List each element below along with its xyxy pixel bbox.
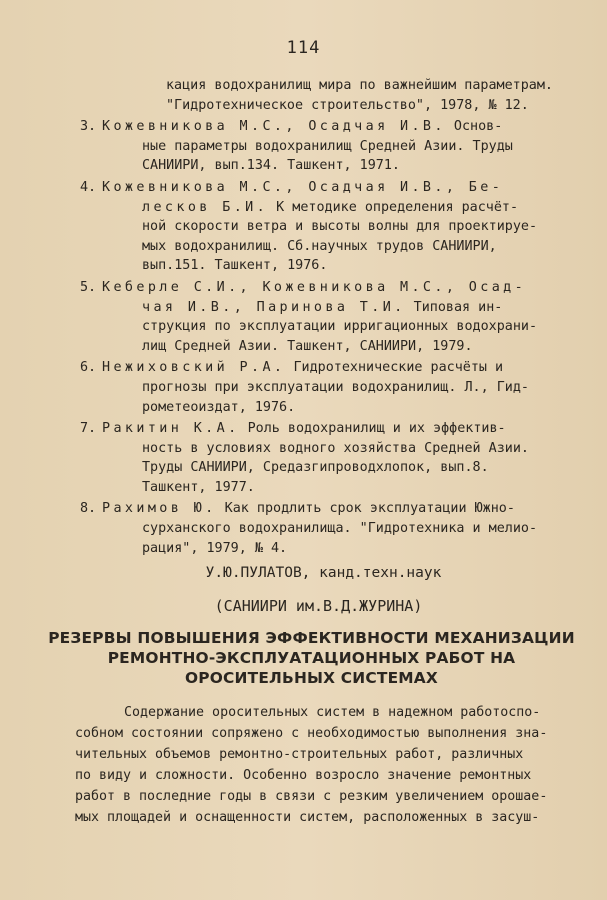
reference-text: К методике определения расчёт-	[268, 199, 519, 215]
reference-line: лищ Средней Азии. Ташкент, САНИИРИ, 1979.	[142, 338, 473, 354]
reference-line: мых водохранилищ. Сб.научных трудов САНИИРИ,	[142, 238, 497, 254]
reference-item-5	[0, 278, 607, 356]
title-line: РЕМОНТНО-ЭКСПЛУАТАЦИОННЫХ РАБОТ НА	[107, 649, 516, 667]
title-line: РЕЗЕРВЫ ПОВЫШЕНИЯ ЭФФЕКТИВНОСТИ МЕХАНИЗАЦИИ	[48, 629, 575, 647]
reference-authors: чая И.В., Паринова Т.И.	[142, 299, 406, 315]
reference-line: "Гидротехническое строительство", 1978, № 12.	[166, 97, 529, 113]
reference-authors: Рахимов Ю.	[102, 501, 217, 517]
reference-line: рация", 1979, № 4.	[142, 540, 288, 556]
reference-number: 4.	[80, 179, 97, 195]
reference-text: Типовая ин-	[405, 299, 503, 315]
reference-authors: Кожевникова М.С., Осадчая И.В.	[102, 119, 446, 135]
article-institution: (САНИИРИ им.В.Д.ЖУРИНА)	[214, 597, 423, 615]
body-line: чительных объемов ремонтно-строительных работ, различных	[75, 747, 524, 762]
reference-list	[0, 76, 607, 560]
reference-line: вып.151. Ташкент, 1976.	[142, 258, 328, 274]
reference-authors: Кожевникова М.С., Осадчая И.В., Бе-	[102, 179, 504, 195]
reference-number: 6.	[80, 360, 97, 376]
reference-line: струкция по эксплуатации ирригационных водохрани-	[142, 319, 538, 335]
body-line: по виду и сложности. Особенно возросло значение ремонтных	[75, 768, 532, 783]
reference-authors: Нежиховский Р.А.	[102, 360, 286, 376]
body-line: мых площадей и оснащенности систем, расположенных в засуш-	[75, 810, 540, 825]
reference-number: 3.	[80, 119, 97, 135]
page-number: 114	[286, 38, 321, 58]
reference-text: Гидротехнические расчёты и	[285, 360, 504, 376]
title-line: ОРОСИТЕЛЬНЫХ СИСТЕМАХ	[185, 669, 438, 687]
body-line: Содержание оросительных систем в надежном работоспо-	[124, 705, 541, 720]
reference-number: 8.	[80, 501, 97, 517]
reference-authors: Ракитин К.А.	[102, 421, 240, 437]
reference-line: САНИИРИ, вып.134. Ташкент, 1971.	[142, 158, 400, 174]
reference-line: Ташкент, 1977.	[142, 479, 255, 495]
reference-number: 7.	[80, 421, 97, 437]
reference-line: сурханского водохранилища. "Гидротехника и мелио-	[142, 521, 538, 537]
reference-item-8	[0, 499, 607, 558]
article-body	[0, 702, 607, 828]
reference-item-7	[0, 419, 607, 497]
reference-authors: лесков Б.И.	[142, 199, 269, 215]
reference-item-continued	[0, 76, 607, 115]
reference-text: Как продлить срок эксплуатации Южно-	[216, 501, 515, 517]
reference-item-3	[0, 117, 607, 176]
reference-text: Роль водохранилищ и их эффектив-	[239, 421, 506, 437]
article-author: У.Ю.ПУЛАТОВ, канд.техн.наук	[205, 565, 442, 581]
reference-line: Труды САНИИРИ, Средазгипроводхлопок, вып.8.	[142, 460, 489, 476]
reference-number: 5.	[80, 279, 97, 295]
reference-line: кация водохранилищ мира по важнейшим параметрам.	[166, 78, 553, 93]
reference-text: Основ-	[445, 119, 503, 135]
reference-item-4	[0, 178, 607, 276]
reference-line: прогнозы при эксплуатации водохранилищ. Л., Гид-	[142, 379, 529, 395]
reference-line: ной скорости ветра и высоты волны для проектируе-	[142, 219, 538, 235]
body-line: работ в последние годы в связи с резким увеличением орошае-	[75, 789, 548, 804]
reference-authors: Keберле С.И., Кожевникова М.С., Осад-	[102, 279, 527, 295]
reference-item-6	[0, 358, 607, 417]
reference-line: ность в условиях водного хозяйства Средней Азии.	[142, 440, 529, 456]
reference-line: рометеоиздат, 1976.	[142, 399, 296, 415]
body-line: собном состоянии сопряжено с необходимостью выполнения зна-	[75, 726, 548, 741]
reference-line: ные параметры водохранилищ Средней Азии. Труды	[142, 138, 513, 154]
article-title	[0, 628, 607, 688]
